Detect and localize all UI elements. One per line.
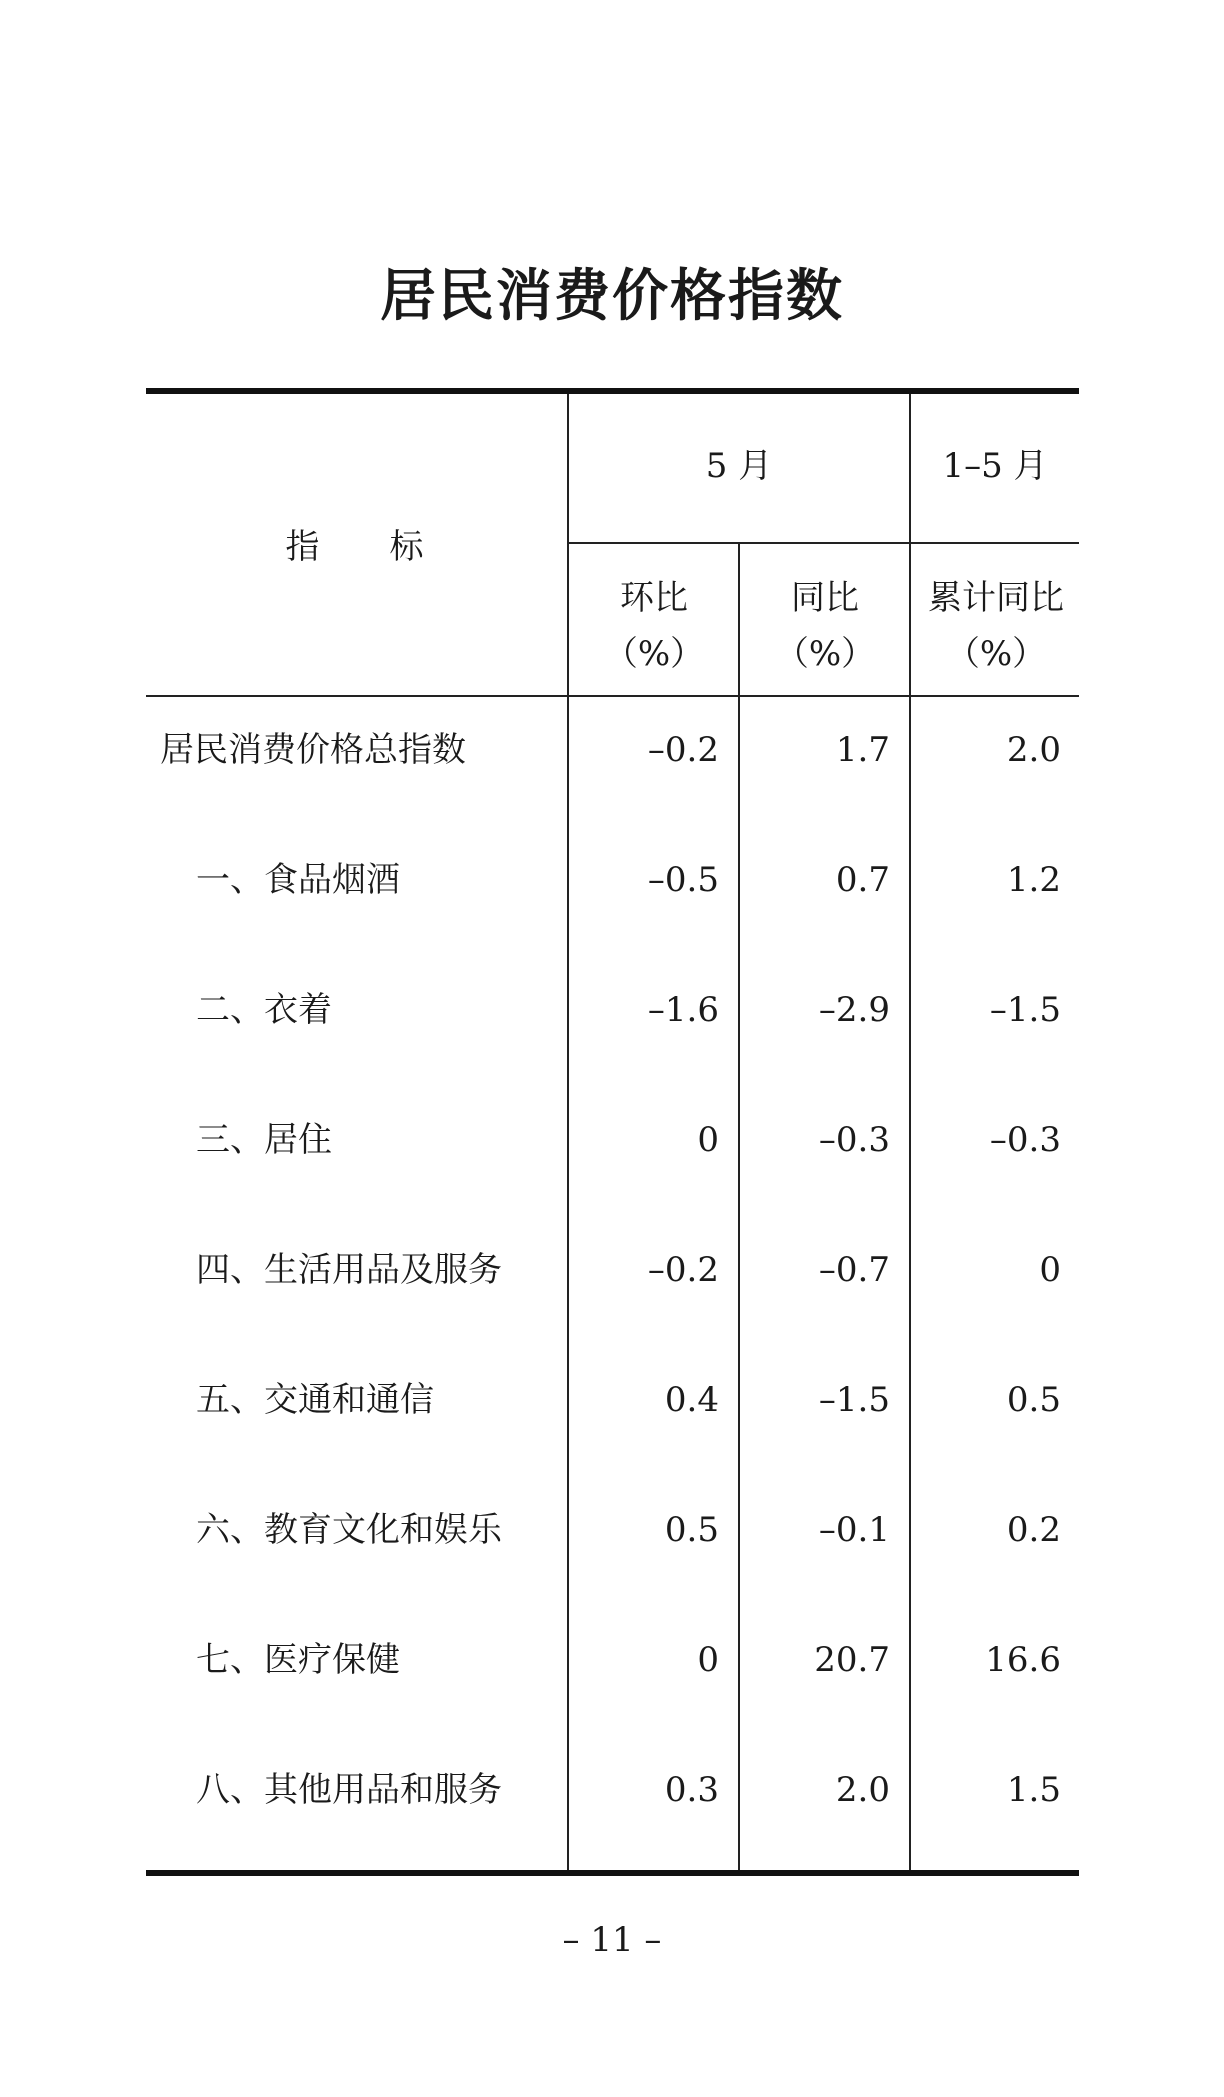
table-row bbox=[146, 728, 1079, 772]
table-row bbox=[146, 988, 1079, 1032]
yoy-value: –2.9 bbox=[818, 990, 890, 1030]
mom-value: 0.5 bbox=[664, 1510, 719, 1550]
yoy-header: 同比 （%） bbox=[774, 578, 876, 674]
mom-header: 环比 （%） bbox=[603, 578, 705, 674]
yoy-value: 0.7 bbox=[835, 860, 890, 900]
table-row bbox=[146, 1118, 1079, 1162]
table-row bbox=[146, 858, 1079, 902]
mom-value: –0.5 bbox=[647, 860, 719, 900]
cpi-table bbox=[146, 388, 1079, 1876]
yoy-value: 2.0 bbox=[835, 1770, 890, 1810]
yoy-value: –1.5 bbox=[818, 1380, 890, 1420]
row-label: 五、交通和通信 bbox=[196, 1380, 434, 1420]
yoy-value: 1.7 bbox=[835, 730, 890, 770]
indicator-header: 指 标 bbox=[285, 527, 428, 567]
row-label: 四、生活用品及服务 bbox=[196, 1250, 502, 1290]
table-row bbox=[146, 1768, 1079, 1812]
row-label: 八、其他用品和服务 bbox=[196, 1770, 502, 1810]
header-bottom-rule bbox=[146, 695, 1079, 697]
page-title: 居民消费价格指数 bbox=[380, 264, 844, 329]
table-bottom-rule bbox=[146, 1870, 1079, 1876]
mom-value: –0.2 bbox=[647, 1250, 719, 1290]
cumulative-yoy-value: 1.5 bbox=[1006, 1770, 1061, 1810]
yoy-value: 20.7 bbox=[814, 1640, 890, 1680]
cumulative-yoy-value: 2.0 bbox=[1006, 730, 1061, 770]
mom-value: 0 bbox=[697, 1120, 719, 1160]
mom-value: 0.4 bbox=[664, 1380, 719, 1420]
row-label: 一、食品烟酒 bbox=[196, 860, 400, 900]
table-row bbox=[146, 1638, 1079, 1682]
group-header-rule bbox=[569, 542, 1079, 544]
cumulative-yoy-value: –0.3 bbox=[989, 1120, 1061, 1160]
row-label: 六、教育文化和娱乐 bbox=[196, 1510, 502, 1550]
mom-value: –0.2 bbox=[647, 730, 719, 770]
yoy-value: –0.7 bbox=[818, 1250, 890, 1290]
cumulative-yoy-value: 0.5 bbox=[1006, 1380, 1061, 1420]
cumulative-yoy-value: 16.6 bbox=[985, 1640, 1061, 1680]
table-row bbox=[146, 1378, 1079, 1422]
mom-value: 0 bbox=[697, 1640, 719, 1680]
row-label: 三、居住 bbox=[196, 1120, 332, 1160]
cumulative-yoy-value: 0 bbox=[1039, 1250, 1061, 1290]
mom-value: –1.6 bbox=[647, 990, 719, 1030]
table-row bbox=[146, 1248, 1079, 1292]
row-label: 七、医疗保健 bbox=[196, 1640, 400, 1680]
yoy-value: –0.1 bbox=[818, 1510, 890, 1550]
mom-value: 0.3 bbox=[664, 1770, 719, 1810]
cumulative-yoy-value: –1.5 bbox=[989, 990, 1061, 1030]
row-label: 居民消费价格总指数 bbox=[160, 730, 466, 770]
row-label: 二、衣着 bbox=[196, 990, 332, 1030]
jan-may-group-header: 1–5 月 bbox=[942, 446, 1048, 486]
cumulative-yoy-header: 累计同比 （%） bbox=[928, 578, 1064, 674]
may-group-header: 5 月 bbox=[705, 446, 773, 486]
cumulative-yoy-value: 0.2 bbox=[1006, 1510, 1061, 1550]
table-top-rule bbox=[146, 388, 1079, 394]
table-row bbox=[146, 1508, 1079, 1552]
yoy-value: –0.3 bbox=[818, 1120, 890, 1160]
cumulative-yoy-value: 1.2 bbox=[1006, 860, 1061, 900]
page-number: – 11 – bbox=[562, 1920, 662, 1960]
